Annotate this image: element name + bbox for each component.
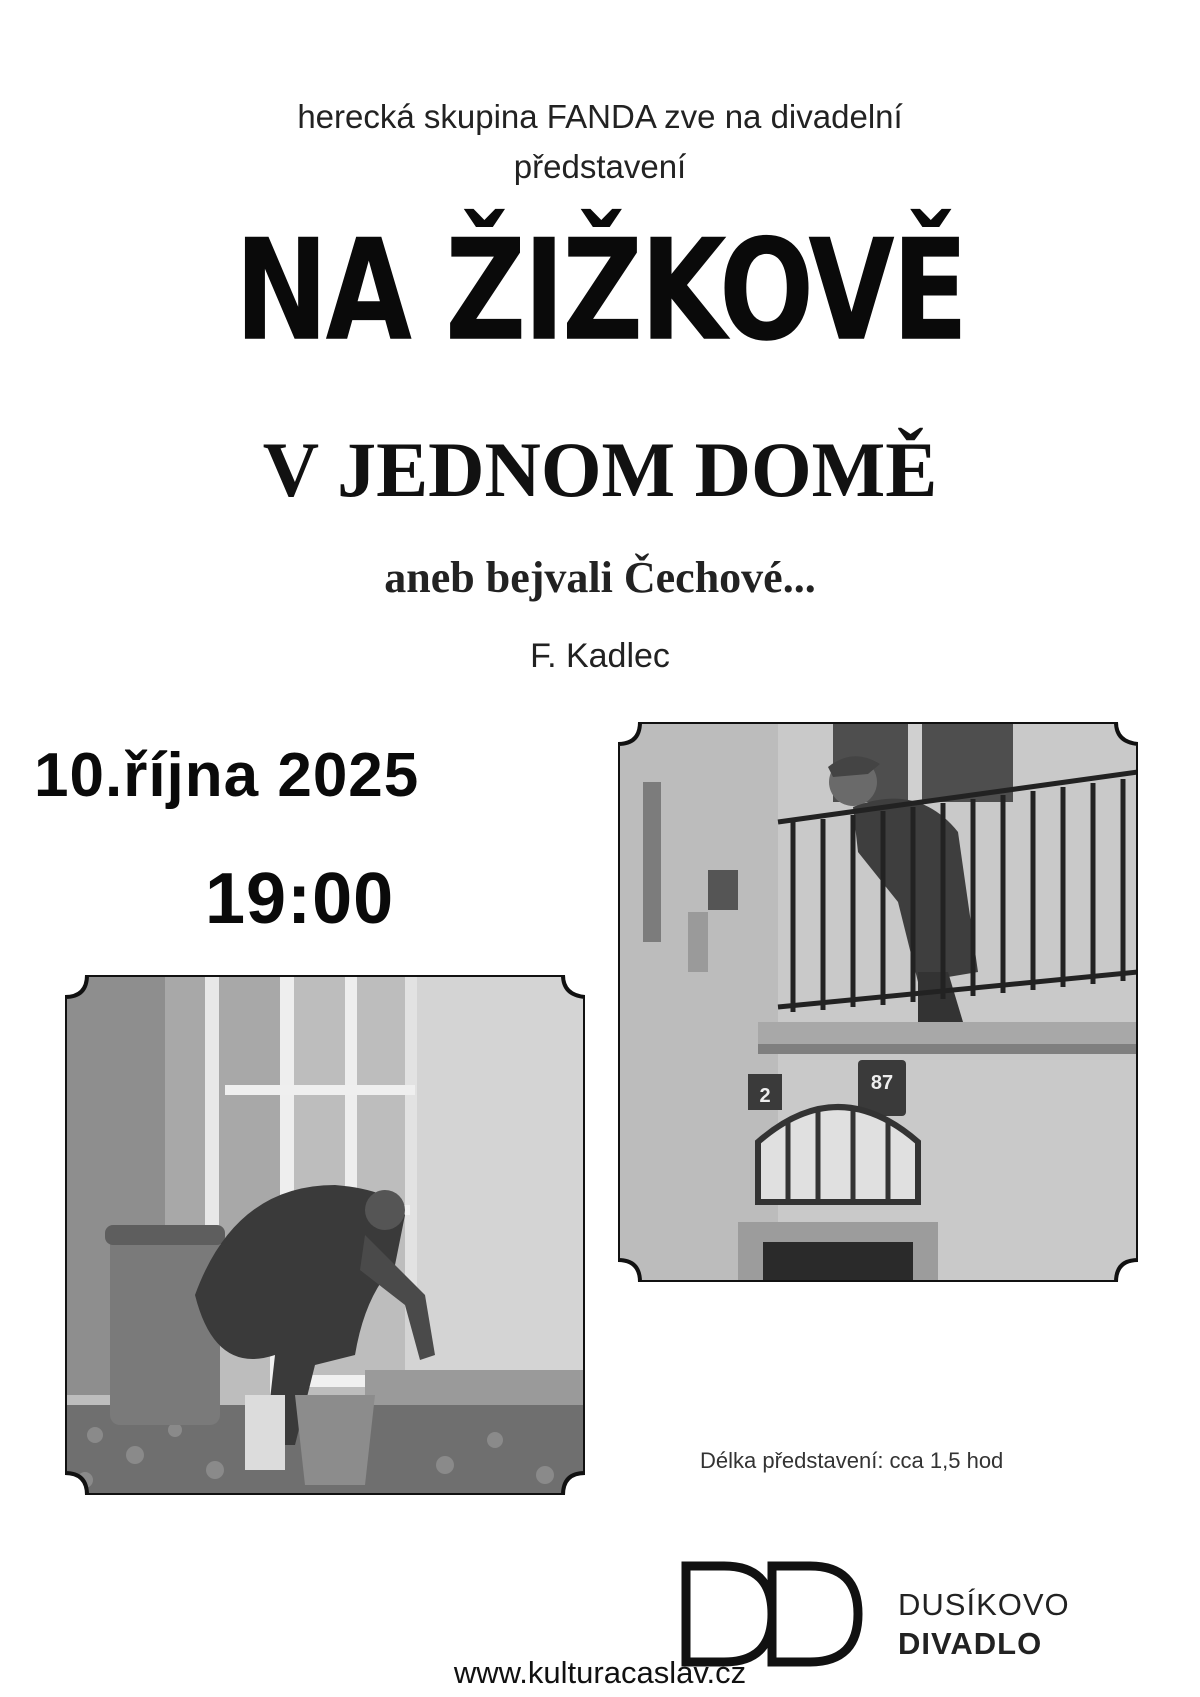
logo-text-line-1: DUSÍKOVO: [898, 1587, 1070, 1622]
photo-woman-window: [65, 975, 585, 1495]
duration-note: Délka představení: cca 1,5 hod: [700, 1448, 1004, 1473]
intro-line-1: herecká skupina FANDA zve na divadelní: [297, 98, 903, 135]
logo-text-line-2: DIVADLO: [898, 1626, 1043, 1661]
intro-line-2: představení: [513, 148, 687, 185]
plate-number-right: 87: [870, 1072, 894, 1094]
website-link[interactable]: www.kulturacaslav.cz: [453, 1655, 747, 1690]
subtitle: aneb bejvali Čechové...: [384, 553, 816, 602]
event-time: 19:00: [205, 859, 395, 939]
title-line-2: V JEDNOM DOMĚ: [262, 426, 938, 513]
event-date: 10.října 2025: [34, 741, 420, 810]
title-line-1: NA ŽIŽKOVĚ: [234, 210, 966, 373]
theatre-logo-icon: [676, 1560, 868, 1668]
photo-man-balcony: [618, 722, 1138, 1282]
plate-number-left: 2: [759, 1085, 771, 1107]
author: F. Kadlec: [530, 637, 670, 675]
